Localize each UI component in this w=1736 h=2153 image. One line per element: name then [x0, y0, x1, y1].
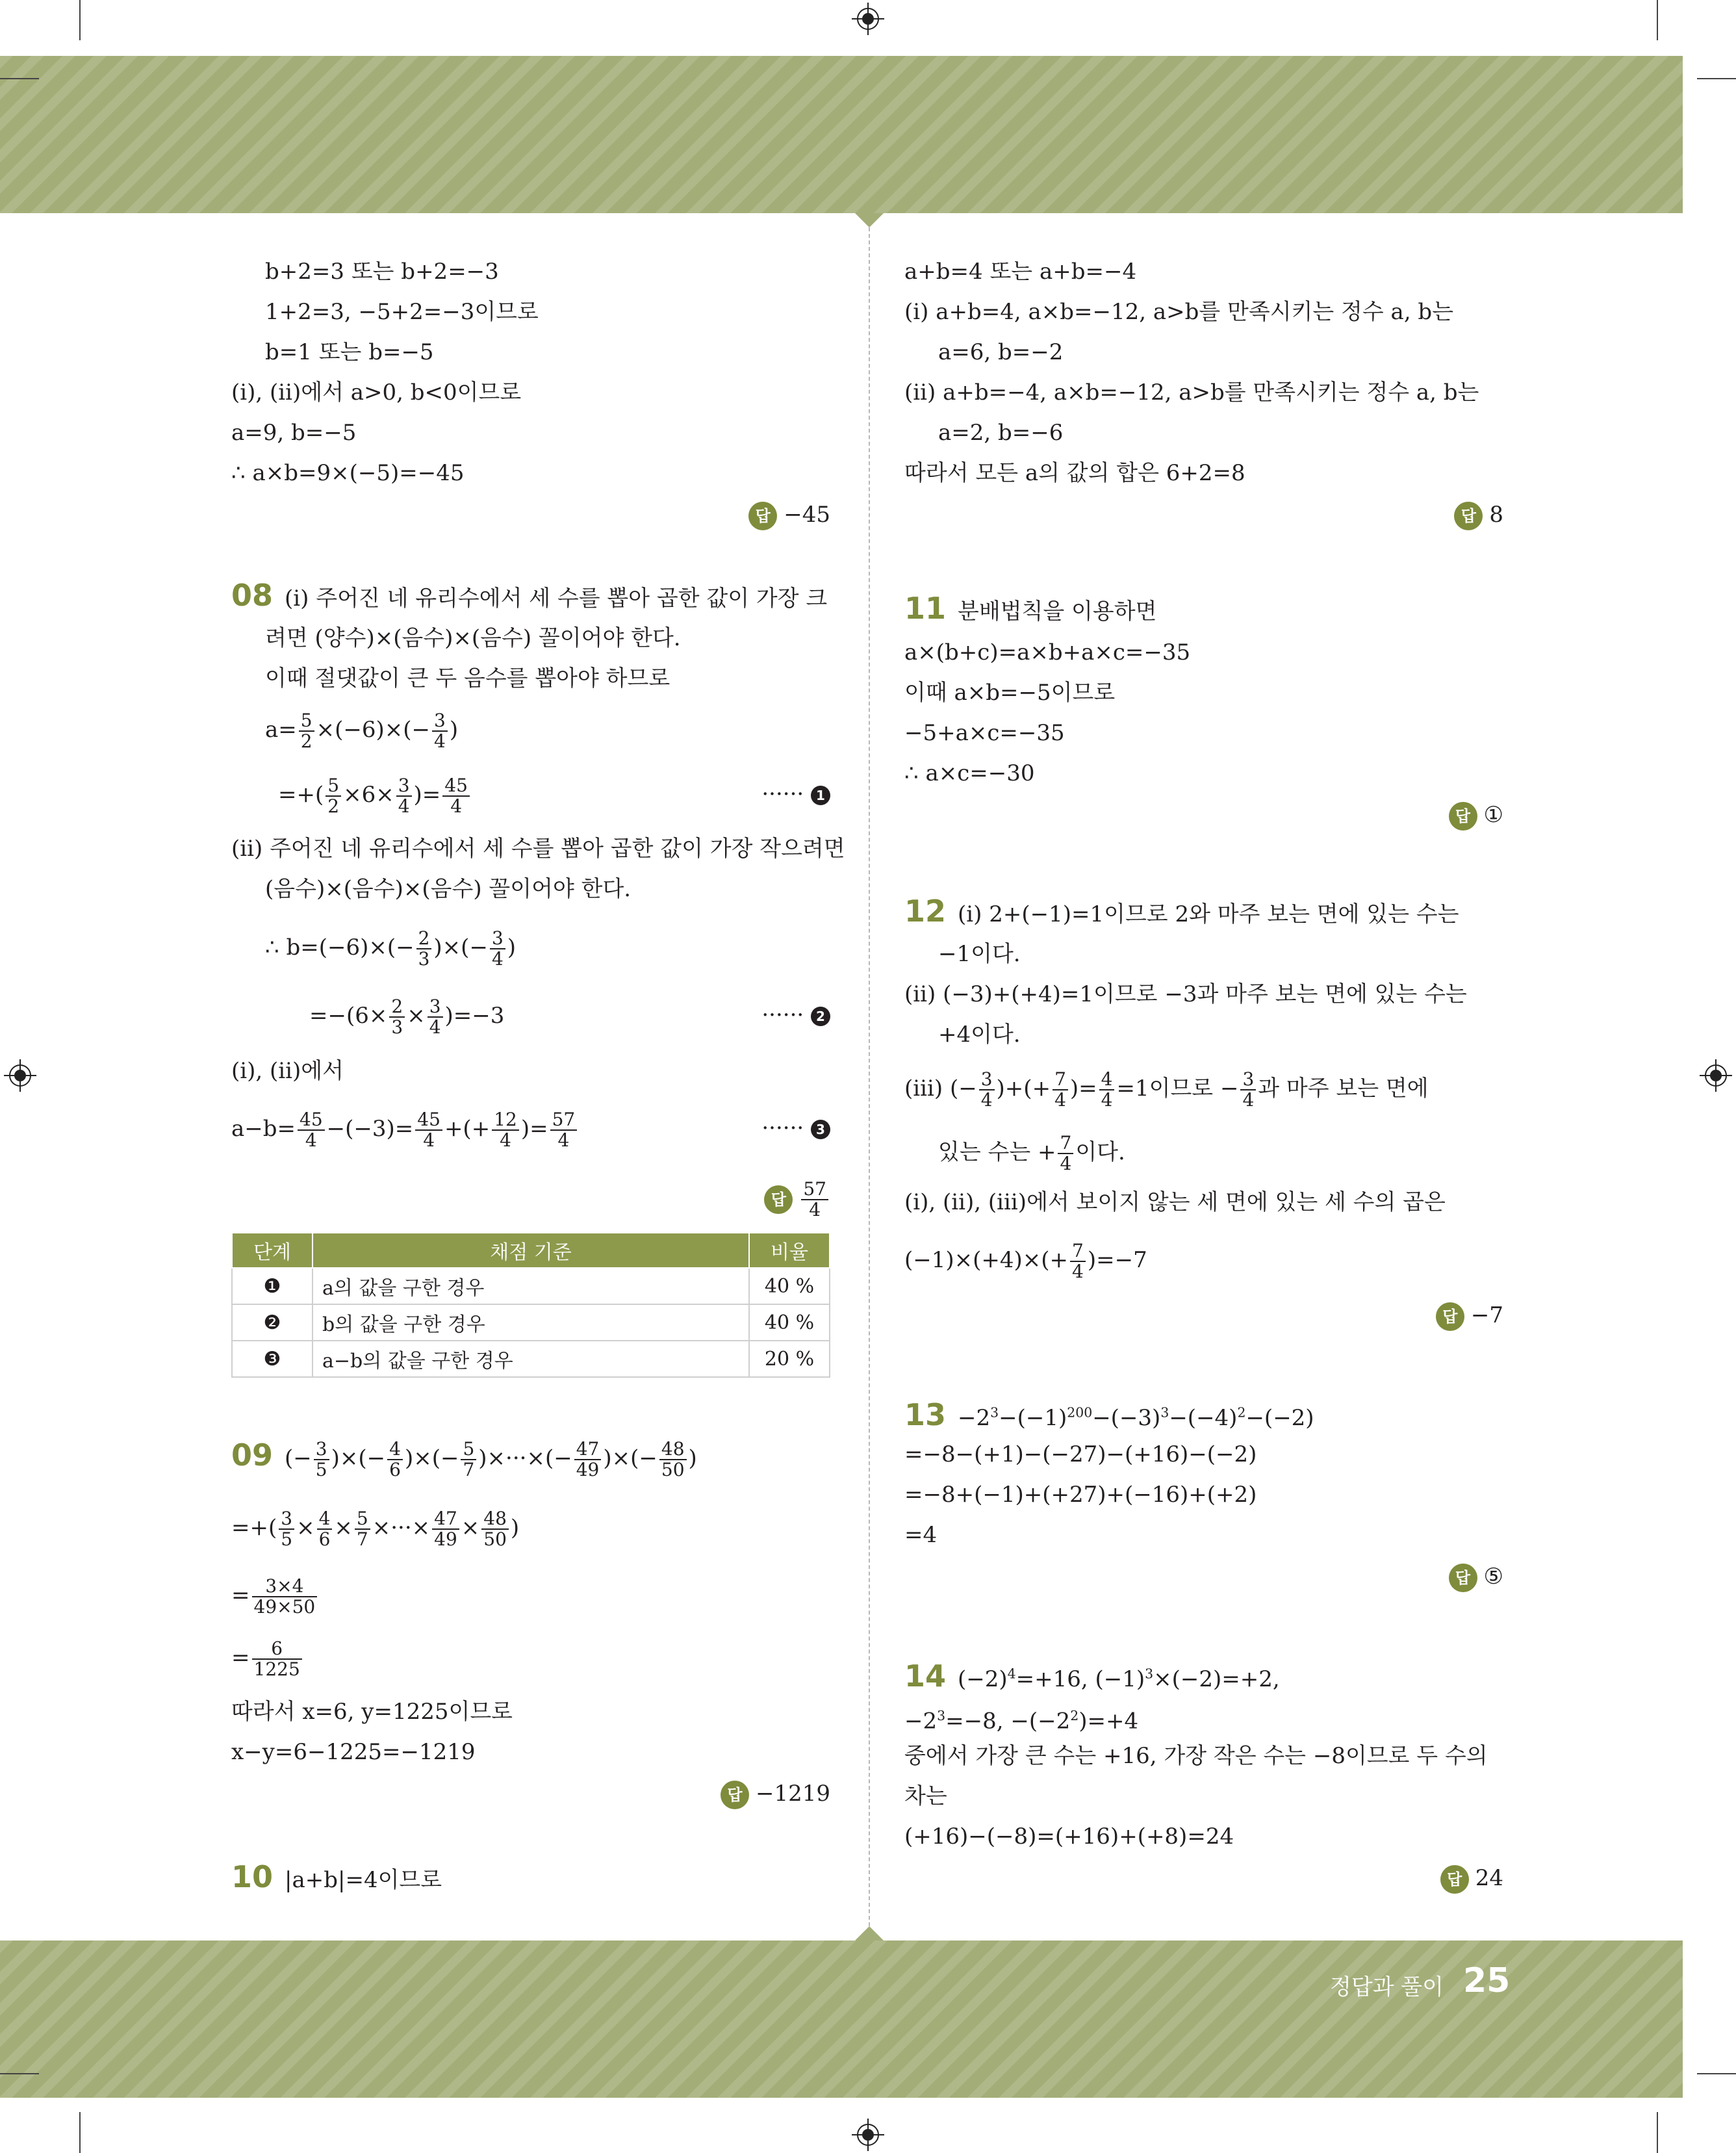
footer-band — [0, 1940, 1683, 2098]
registration-mark-icon — [852, 3, 884, 35]
text-line: a=2, b=−6 — [938, 420, 1064, 446]
answer — [1436, 1301, 1503, 1331]
answer — [1449, 801, 1503, 831]
problem-12 — [904, 894, 1459, 929]
left-column — [231, 0, 845, 1924]
table-row — [232, 1341, 830, 1377]
problem-number: 14 — [904, 1658, 947, 1694]
grading-table — [231, 1232, 830, 1378]
footer-notch — [855, 1926, 884, 1940]
text-line: b+2=3 또는 b+2=−3 — [265, 259, 499, 285]
math-line: $(-2)^4=+16$, $(-1)^3\times(-2)=+2$, — [958, 1666, 1280, 1693]
answer-value: −1219 — [755, 1781, 830, 1807]
problem-10 — [231, 1859, 442, 1894]
text-line: +4이다. — [938, 1022, 1021, 1048]
page-number: 25 — [1463, 1961, 1511, 2000]
text-line: 1+2=3, −5+2=−3이므로 — [265, 299, 539, 325]
problem-11 — [904, 591, 1157, 626]
text-line: ∴ a×b=9×(−5)=−45 — [231, 460, 465, 486]
column-divider — [869, 227, 870, 1926]
footer-label: 정답과 풀이 — [1329, 1974, 1444, 2000]
text-line: (ⅱ) 주어진 네 유리수에서 세 수를 뽑아 곱한 값이 가장 작으려면 — [231, 836, 845, 862]
text-line: |a+b|=4이므로 — [285, 1867, 442, 1893]
text-line: −1이다. — [938, 941, 1021, 967]
text-line: =4 — [904, 1522, 938, 1548]
text-line: 려면 (양수)×(음수)×(음수) 꼴이어야 한다. — [265, 625, 681, 651]
problem-number: 13 — [904, 1397, 947, 1433]
math-line: = $\frac{6}{1225}$ — [231, 1631, 304, 1684]
text-line: 따라서 모든 a의 값의 합은 6+2=8 — [904, 460, 1245, 486]
math-line: = $\frac{3\times 4}{49\times 50}$ — [231, 1569, 319, 1622]
text-line: (ⅰ) 2+(−1)=1이므로 2와 마주 보는 면에 있는 수는 — [958, 901, 1459, 927]
text-line: (ⅰ) a+b=4, a×b=−12, a>b를 만족시키는 정수 a, b는 — [904, 299, 1454, 325]
math-line: =+( $\frac{3}{5}$ × $\frac{4}{6}$ × $\frac{5}{7}$ ×···× $\frac{47}{49}$ × $\frac{48}{50}$ ) — [231, 1508, 520, 1550]
math-line: 있는 수는 + $\frac{7}{4}$ 이다. — [938, 1132, 1125, 1174]
step-marker: ······ 3 — [761, 1115, 830, 1141]
problem-number: 09 — [231, 1437, 274, 1473]
problem-number: 08 — [231, 578, 274, 613]
math-line: a= $\frac{5}{2}$ ×(−6)×(− $\frac{3}{4}$ ) — [265, 710, 459, 752]
answer-value: ⑤ — [1483, 1564, 1503, 1590]
answer-badge-icon: 답 — [1449, 1564, 1477, 1592]
answer-numerator: 57 — [801, 1180, 828, 1200]
answer-badge-icon: 답 — [1440, 1865, 1469, 1894]
right-column — [904, 0, 1503, 1924]
problem-08 — [231, 578, 828, 613]
text-line: ∴ a×c=−30 — [904, 760, 1035, 786]
text-line: =−8+(−1)+(+27)+(−16)+(+2) — [904, 1482, 1257, 1508]
crop-mark — [1657, 0, 1658, 40]
problem-number: 10 — [231, 1859, 274, 1894]
table-cell: ❶ — [232, 1268, 313, 1304]
text-line: 분배법칙을 이용하면 — [958, 599, 1157, 625]
answer-value: 8 — [1489, 502, 1503, 528]
math-line: $-2^3=-8$, $-(-2^2)=+4$ — [904, 1708, 1139, 1734]
crop-mark — [79, 0, 81, 40]
text-line: 따라서 x=6, y=1225이므로 — [231, 1699, 513, 1725]
text-line: (음수)×(음수)×(음수) 꼴이어야 한다. — [265, 876, 632, 902]
answer — [721, 1779, 830, 1809]
header-notch — [855, 213, 884, 227]
text-line: 이때 절댓값이 큰 두 음수를 뽑아야 하므로 — [265, 665, 670, 691]
text-line: −5+a×c=−35 — [904, 720, 1065, 746]
problem-number: 12 — [904, 894, 947, 929]
text-line: 중에서 가장 큰 수는 +16, 가장 작은 수는 −8이므로 두 수의 — [904, 1743, 1488, 1769]
math-line: =+( $\frac{5}{2}$ ×6× $\frac{3}{4}$ )= $\frac{45}{4}$ — [278, 768, 472, 821]
crop-mark — [1657, 2112, 1658, 2153]
answer — [748, 500, 830, 530]
crop-mark — [0, 78, 39, 79]
table-header: 비율 — [749, 1233, 830, 1268]
math-line: =−(6× $\frac{2}{3}$ × $\frac{3}{4}$ )=−3 — [309, 996, 505, 1038]
text-line: a+b=4 또는 a+b=−4 — [904, 259, 1137, 285]
problem-number: 11 — [904, 591, 947, 626]
answer-badge-icon: 답 — [764, 1185, 793, 1214]
answer-value: −7 — [1470, 1302, 1503, 1328]
text-line: (ⅰ), (ⅱ)에서 — [231, 1058, 344, 1084]
text-line: 차는 — [904, 1783, 947, 1809]
answer-badge-icon: 답 — [1449, 802, 1477, 831]
answer — [1454, 500, 1503, 530]
text-line: a=9, b=−5 — [231, 420, 357, 446]
answer — [1440, 1864, 1503, 1894]
step-marker: ······ 1 — [761, 781, 830, 807]
table-cell: ❷ — [232, 1304, 313, 1341]
answer-value: ① — [1483, 802, 1503, 828]
text-line: =−8−(+1)−(−27)−(+16)−(−2) — [904, 1441, 1257, 1467]
registration-mark-icon — [852, 2119, 884, 2151]
answer-badge-icon: 답 — [721, 1781, 749, 1809]
text-line: b=1 또는 b=−5 — [265, 339, 434, 365]
answer-denominator: 4 — [809, 1199, 821, 1220]
text-line: (ⅰ), (ⅱ), (ⅲ)에서 보이지 않는 세 면에 있는 세 수의 곱은 — [904, 1189, 1446, 1215]
text-line: (ⅱ) a+b=−4, a×b=−12, a>b를 만족시키는 정수 a, b는 — [904, 380, 1479, 406]
text-line: (ⅰ) 주어진 네 유리수에서 세 수를 뽑아 곱한 값이 가장 크 — [285, 586, 828, 612]
text-line: a×(b+c)=a×b+a×c=−35 — [904, 639, 1191, 665]
step-marker: ······ 2 — [761, 1002, 830, 1028]
answer-value: −45 — [784, 502, 830, 528]
table-cell: 20 % — [749, 1341, 830, 1377]
table-header: 채점 기준 — [313, 1233, 749, 1268]
text-line: 이때 a×b=−5이므로 — [904, 680, 1116, 706]
table-header: 단계 — [232, 1233, 313, 1268]
answer-badge-icon: 답 — [748, 502, 777, 530]
crop-mark — [79, 2112, 81, 2153]
text-line: x−y=6−1225=−1219 — [231, 1739, 476, 1765]
table-row — [232, 1304, 830, 1341]
math-line: (−1)×(+4)×(+ $\frac{7}{4}$ )=−7 — [904, 1240, 1147, 1282]
table-cell: 40 % — [749, 1268, 830, 1304]
table-cell: 40 % — [749, 1304, 830, 1341]
text-line: (ⅰ), (ⅱ)에서 a>0, b<0이므로 — [231, 380, 522, 406]
crop-mark — [0, 2073, 39, 2074]
problem-14 — [904, 1658, 1280, 1694]
text-line: a=6, b=−2 — [938, 339, 1064, 365]
crop-mark — [1697, 78, 1736, 79]
problem-13 — [904, 1397, 1314, 1433]
registration-mark-icon — [1700, 1059, 1732, 1092]
table-cell: a의 값을 구한 경우 — [313, 1268, 749, 1304]
answer — [764, 1174, 830, 1223]
registration-mark-icon — [4, 1059, 36, 1092]
math-line: $-2^3-(-1)^{200}-(-3)^3-(-4)^2-(-2)$ — [958, 1405, 1314, 1432]
text-line: (ⅱ) (−3)+(+4)=1이므로 −3과 마주 보는 면에 있는 수는 — [904, 981, 1467, 1007]
table-cell: ❸ — [232, 1341, 313, 1377]
problem-09: 09 (− $\frac{3}{5}$ )×(− $\frac{4}{6}$ )×(− $\frac{5}{7}$ )×···×(− $\frac{47}{49}$ )×(− $\frac{48}{50}$ ) — [231, 1437, 697, 1480]
answer-badge-icon: 답 — [1454, 502, 1483, 530]
math-line: ∴ b=(−6)×(− $\frac{2}{3}$ )×(− $\frac{3}{4}$ ) — [265, 927, 517, 970]
math-line: a−b= $\frac{45}{4}$ −(−3)= $\frac{45}{4}$ +(+ $\frac{12}{4}$ )= $\frac{57}{4}$ — [231, 1102, 579, 1155]
answer — [1449, 1562, 1503, 1592]
table-cell: b의 값을 구한 경우 — [313, 1304, 749, 1341]
answer-badge-icon: 답 — [1436, 1302, 1464, 1331]
crop-mark — [1697, 2073, 1736, 2074]
text-line: (+16)−(−8)=(+16)+(+8)=24 — [904, 1824, 1234, 1850]
table-row — [232, 1268, 830, 1304]
math-line: (ⅲ) (− $\frac{3}{4}$ )+(+ $\frac{7}{4}$ )= $\frac{4}{4}$ =1이므로 − $\frac{3}{4}$ 과 마주 보는 면에 — [904, 1068, 1429, 1111]
answer-value: 24 — [1475, 1865, 1503, 1891]
table-cell: a−b의 값을 구한 경우 — [313, 1341, 749, 1377]
